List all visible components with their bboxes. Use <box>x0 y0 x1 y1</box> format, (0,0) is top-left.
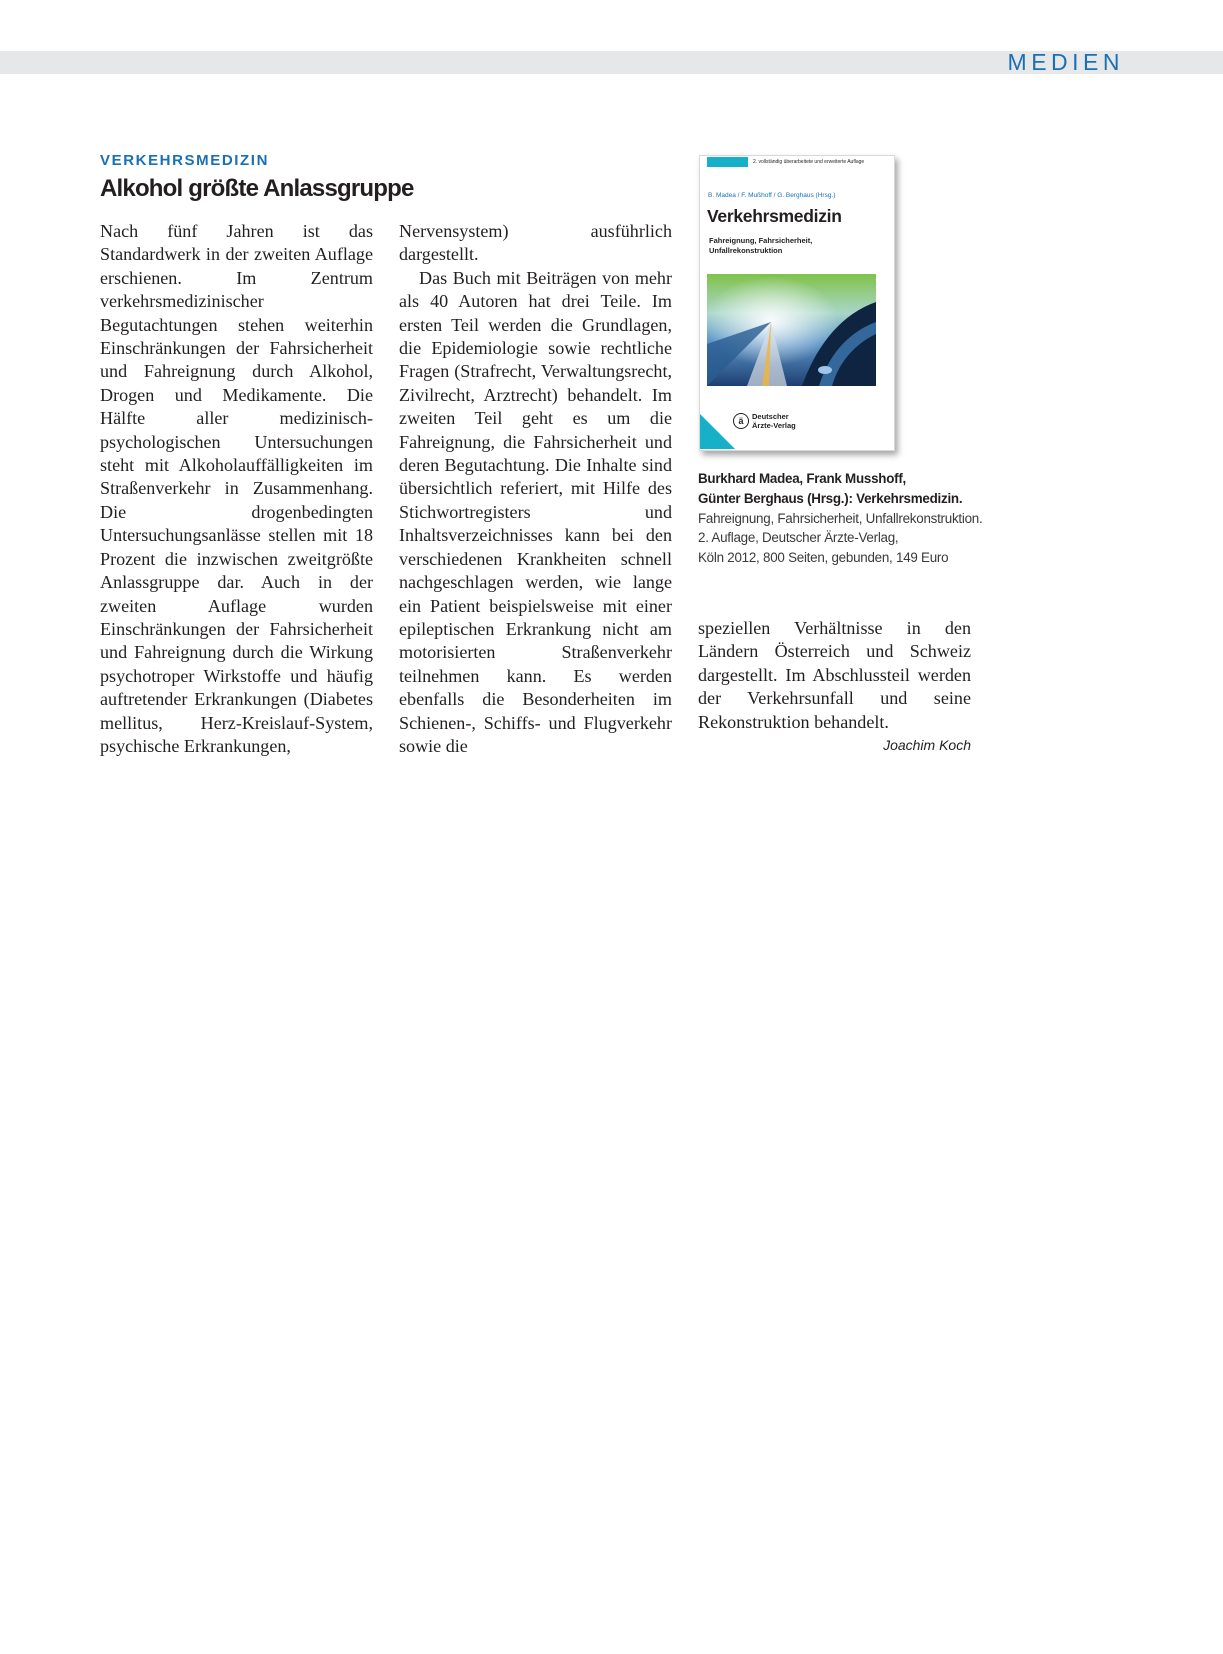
article-author: Joachim Koch <box>883 737 971 754</box>
cover-photo <box>707 274 876 386</box>
article-paragraph: Nervensystem) ausführlich dargestellt. <box>399 221 672 265</box>
cover-authors: B. Madea / F. Mußhoff / G. Berghaus (Hrsg.) <box>708 192 836 199</box>
caption-line: Günter Berghaus (Hrsg.): Verkehrsmedizin. <box>698 490 963 506</box>
article-column-1 <box>100 220 373 758</box>
caption-line: Burkhard Madea, Frank Musshoff, <box>698 471 907 486</box>
article-headline: Alkohol größte Anlassgruppe <box>100 175 414 202</box>
book-cover <box>699 155 895 451</box>
article-column-3 <box>698 617 971 757</box>
cover-publisher-line: Ärzte-Verlag <box>752 421 796 430</box>
cover-subtitle-line: Unfallrekonstruktion <box>709 246 783 255</box>
article-paragraph: Das Buch mit Beiträgen von mehr als 40 Autoren hat drei Teile. Im ersten Teil werden die Grundlagen, die Epidemiologie sowie rechtliche Fragen (Strafrecht, Verwaltungsrecht, Zivilrecht, Arztrecht) behandelt. Im zweiten Teil geht es um die Fahreignung, die Fahrsicherheit und deren Begutachtung. Die Inhalte sind übersichtlich referiert, mit Hilfe des Stichwortregisters und Inhaltsverzeichnisses kann bei den verschiedenen Krankheiten schnell nachgeschlagen werden, wie lange ein Patient beispielsweise mit einer epileptischen Erkrankung nicht am motorisierten Straßenverkehr teilnehmen kann. Es werden ebenfalls die Besonderheiten im Schienen-, Schiffs- und Flugverkehr sowie die <box>399 267 672 756</box>
book-caption <box>698 469 998 568</box>
article-paragraph <box>698 617 971 754</box>
cover-corner-accent <box>700 414 735 449</box>
publisher-logo-icon: ä <box>733 413 749 429</box>
article-column-2 <box>399 220 672 758</box>
section-label: MEDIEN <box>1007 49 1124 75</box>
article-kicker: VERKEHRSMEDIZIN <box>100 152 270 169</box>
cover-edition: 2. vollständig überarbeitete und erweiterte Auflage <box>753 159 865 165</box>
cover-publisher <box>752 412 832 430</box>
article-closing-text: speziellen Verhältnisse in den Ländern Österreich und Schweiz dargestellt. Im Abschlussteil werden der Verkehrsunfall und seine Rekonstruktion behandelt. <box>698 618 971 732</box>
caption-line: Köln 2012, 800 Seiten, gebunden, 149 Euro <box>698 550 949 566</box>
caption-line: Fahreignung, Fahrsicherheit, Unfallrekonstruktion. <box>698 510 983 526</box>
cover-subtitle-line: Fahreignung, Fahrsicherheit, <box>709 236 813 245</box>
cover-photo-graphic <box>707 274 876 386</box>
cover-subtitle <box>709 236 859 256</box>
cover-publisher-line: Deutscher <box>752 412 789 421</box>
caption-line: 2. Auflage, Deutscher Ärzte-Verlag, <box>698 530 899 546</box>
cover-accent-bar <box>707 157 748 167</box>
cover-title: Verkehrsmedizin <box>707 206 842 226</box>
article-paragraph: Nach fünf Jahren ist das Standardwerk in der zweiten Auflage erschienen. Im Zentrum verkehrsmedizinischer Begutachtungen stehen weiterhin Einschränkungen der Fahrsicherheit und Fahreignung durch Alkohol, Drogen und Medikamente. Die Hälfte aller medizinisch-psychologischen Untersuchungen steht mit Alkoholauffälligkeiten im Straßenverkehr in Zusammenhang. Die drogenbedingten Untersuchungsanlässe stellen mit 18 Prozent die inzwischen zweitgrößte Anlassgruppe dar. Auch in der zweiten Auflage wurden Einschränkungen der Fahrsicherheit und Fahreignung durch die Wirkung psychotroper Wirkstoffe und häufig auftretender Erkrankungen (Diabetes mellitus, Herz-Kreislauf-System, psychische Erkrankungen, <box>100 221 373 756</box>
